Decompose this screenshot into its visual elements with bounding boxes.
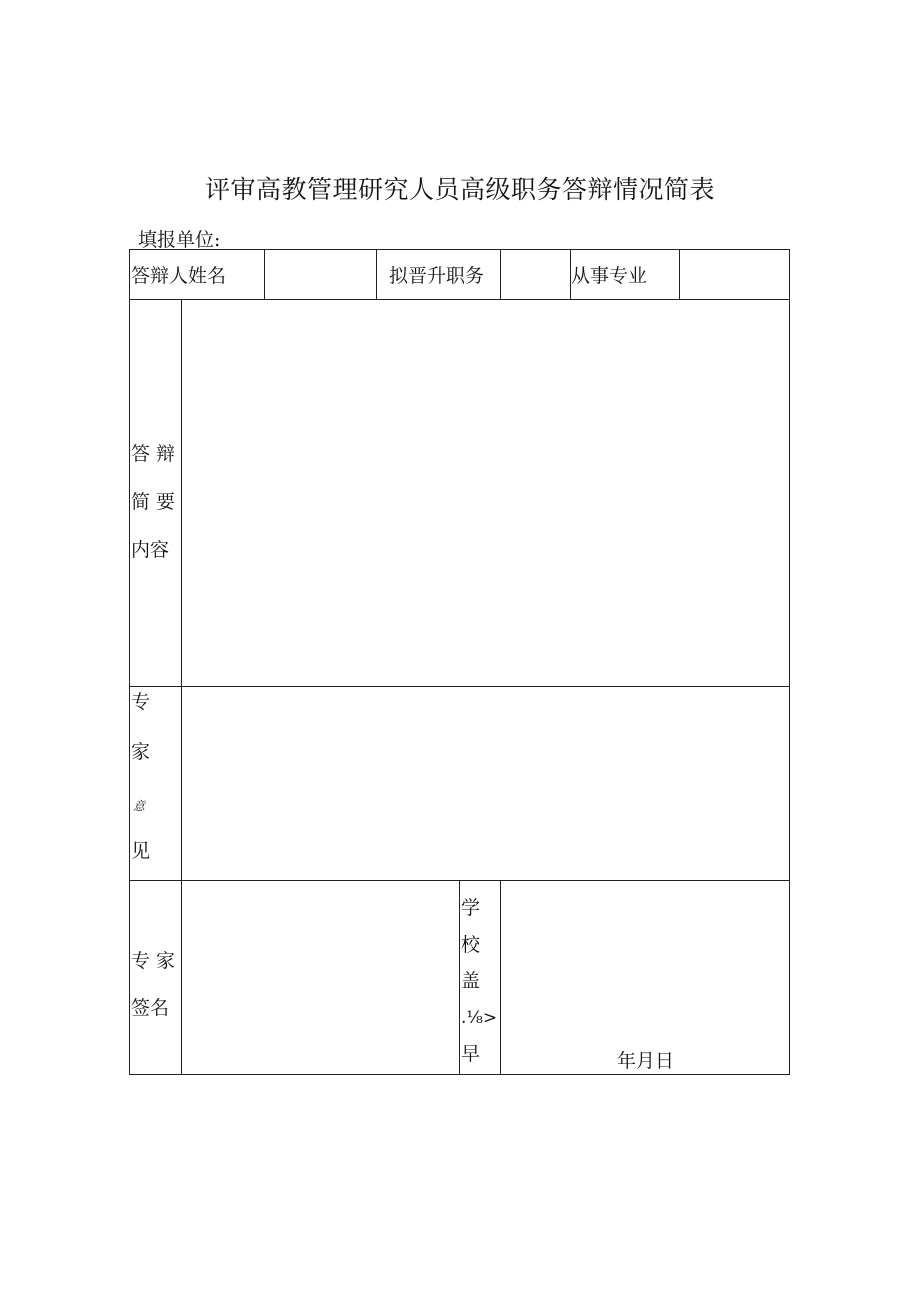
signature-label-line1: 专 家 — [131, 950, 176, 972]
seal-label-char4: .⅛> — [461, 1008, 498, 1028]
seal-label-char5: 早 — [461, 1043, 481, 1065]
date-label: 年月日 — [617, 1050, 675, 1072]
opinion-label-char3: 意 — [133, 799, 146, 813]
name-label: 答辩人姓名 — [131, 265, 227, 287]
signature-content-cell[interactable] — [181, 880, 460, 1075]
position-input-cell[interactable] — [500, 249, 571, 300]
signature-label-line2: 签名 — [131, 997, 170, 1019]
reporting-unit-label: 填报单位: — [138, 229, 221, 251]
signature-label-cell — [129, 880, 182, 1075]
seal-label-char2: 校 — [461, 934, 481, 956]
opinion-label-char2: 家 — [131, 741, 151, 763]
opinion-content-cell[interactable] — [181, 686, 790, 881]
seal-label-char3: 盖 — [461, 970, 481, 992]
page-title: 评审高教管理研究人员高级职务答辩情况简表 — [204, 175, 715, 204]
summary-label-line3: 内容 — [131, 539, 170, 561]
opinion-label-char4: 见 — [131, 840, 151, 862]
specialty-input-cell[interactable] — [679, 249, 790, 300]
summary-label-line2: 简 要 — [131, 491, 176, 513]
name-input-cell[interactable] — [264, 249, 377, 300]
seal-content-cell[interactable] — [500, 880, 790, 1075]
seal-label-char1: 学 — [461, 897, 481, 919]
opinion-label-char1: 专 — [131, 691, 151, 713]
summary-label-line1: 答 辩 — [131, 443, 176, 465]
summary-content-cell[interactable] — [181, 299, 790, 687]
position-label: 拟晋升职务 — [389, 265, 485, 287]
specialty-label: 从事专业 — [571, 265, 648, 287]
